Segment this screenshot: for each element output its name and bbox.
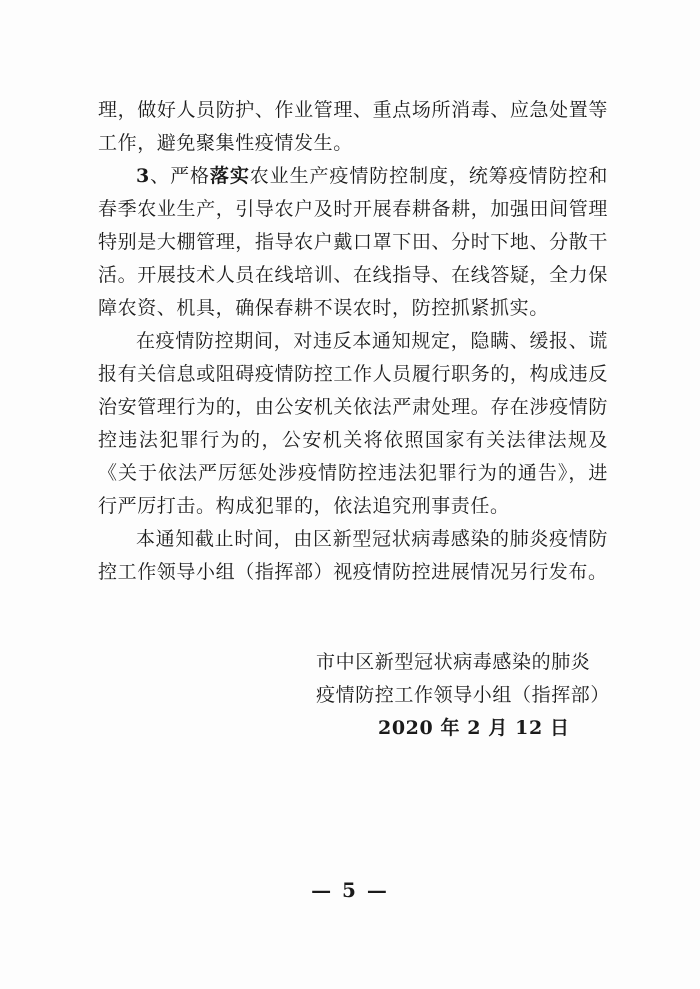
item-text-after: 农业生产疫情防控制度，统筹疫情防控和春季农业生产，引导农户及时开展春耕备耕，加强田间管理特别是大棚管理，指导农户戴口罩下田、分时下地、分散干活。开展技术人员在线培训、在线指导、在线答疑，全力保障农资、机具，确保春耕不误农时，防控抓紧抓实。 xyxy=(98,165,608,319)
item-text-before: 、严格 xyxy=(149,165,210,187)
signature-org-line-1: 市中区新型冠状病毒感染的肺炎 xyxy=(316,651,591,673)
paragraph-deadline: 本通知截止时间，由区新型冠状病毒感染的肺炎疫情防控工作领导小组（指挥部）视疫情防控进展情况另行发布。 xyxy=(98,528,608,583)
signature-org-line-2: 疫情防控工作领导小组（指挥部） xyxy=(316,684,611,706)
paragraph-enforcement: 在疫情防控期间，对违反本通知规定，隐瞒、缓报、谎报有关信息或阻碍疫情防控工作人员履行职务的，构成违反治安管理行为的，由公安机关依法严肃处理。存在涉疫情防控违法犯罪行为的，公安机关将依照国家有关法律法规及《关于依法严厉惩处涉疫情防控违法犯罪行为的通告》，进行严厉打击。构成犯罪的，依法追究刑事责任。 xyxy=(98,330,608,517)
signature-date: 2020 年 2 月 12 日 xyxy=(378,717,570,739)
item-number: 3 xyxy=(136,165,150,187)
item-emphasis: 落实 xyxy=(209,165,250,187)
document-body xyxy=(98,94,608,589)
page-number: — 5 — xyxy=(311,878,389,902)
paragraph-continuation: 理，做好人员防护、作业管理、重点场所消毒、应急处置等工作，避免聚集性疫情发生。 xyxy=(98,99,608,154)
paragraph-item-3 xyxy=(98,160,608,325)
signature-block xyxy=(300,646,620,745)
